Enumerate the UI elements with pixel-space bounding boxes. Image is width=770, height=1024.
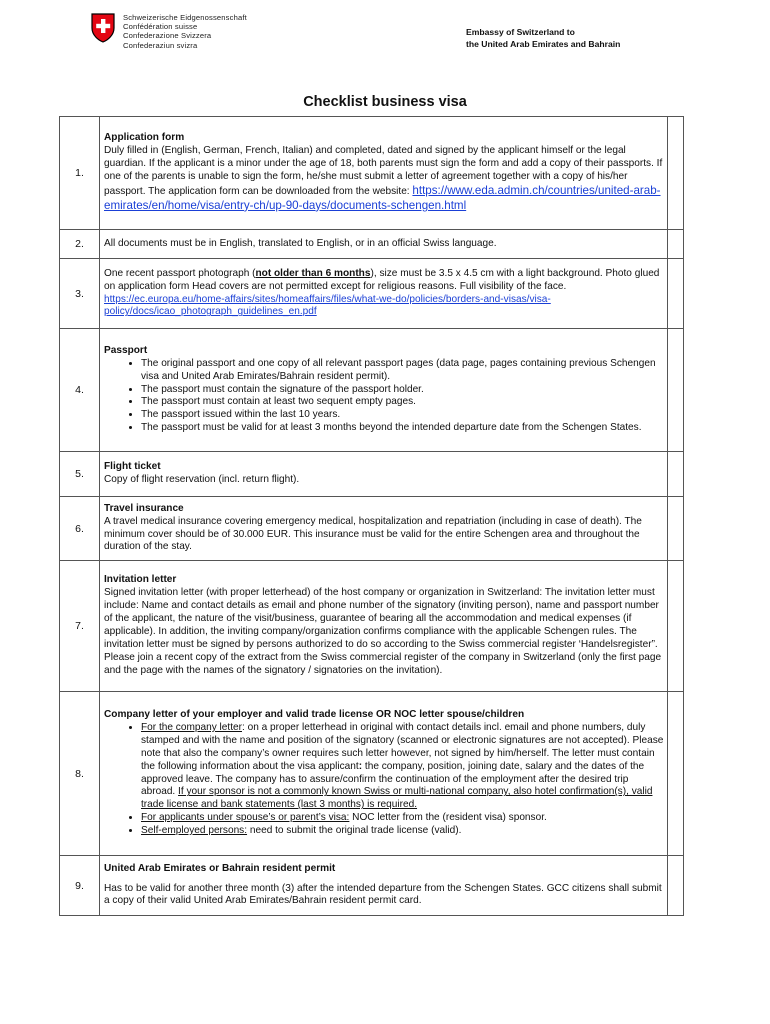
row-heading: Application form (104, 132, 185, 144)
row-content (100, 329, 668, 452)
table-row (60, 452, 684, 497)
row-text: NOC letter from the (resident visa) sponsor. (349, 812, 547, 824)
row-number: 3. (60, 259, 100, 329)
checklist-table (59, 116, 684, 916)
row-content (100, 561, 668, 692)
row-text: Duly filled in (English, German, French, Italian) and completed, dated and signed by the applicant himself or the legal guardian. If the applicant is a minor under the age of 18, both parents must sign the form and add a copy of their passports. If one of the parents is unable to sign the form, he/she must submit a letter of agreement together with a copy of his/her passport. The application form can be downloaded from the website: (104, 145, 663, 197)
row-number: 5. (60, 452, 100, 497)
list-item: • The passport must contain at least two sequent empty pages. (141, 396, 664, 409)
photo-guidelines-link[interactable]: https://ec.europa.eu/home-affairs/sites/homeaffairs/files/what-we-do/policies/borders-and-visas/visa-policy/docs/icao_photograph_guidelines_en.pdf (104, 293, 551, 318)
embassy-heading (466, 26, 620, 50)
row-text: Signed invitation letter (with proper letterhead) of the host company or organization in Switzerland: The invitation letter must include: Name and contact details as email and phone number of the signatory (inviting person), name and passport number of the applicant, the nature of the visit/business, guarantee of bearing all the accommodation and medical expenses (if applicable). In addition, the inviting company/organization confirms compliance with the applicable Schengen rules. The invitation letter must be signed by persons authorized to do so according to the Swiss commercial register ‘Handelsregister”. Please join a recent copy of the extract from the Swiss commercial register of the company in Switzerland (only the first page and the page with the names of the signatory / signatories on the invitation). (104, 587, 662, 676)
self-employed-label: Self-employed persons: (141, 825, 248, 837)
row-heading: Travel insurance (104, 502, 184, 514)
list-item: • The passport issued within the last 10 years. (141, 409, 664, 422)
row-content (100, 259, 668, 329)
row-content (100, 692, 668, 856)
check-cell (668, 230, 684, 259)
table-row (60, 329, 684, 452)
row-number: 9. (60, 856, 100, 916)
table-row (60, 561, 684, 692)
table-row (60, 117, 684, 230)
row-text: Has to be valid for another three month (3) after the intended departure from the Schengen States. GCC citizens shall submit a copy of their valid United Arab Emirates/Bahrain resident permit card. (104, 882, 662, 907)
company-letter-list (104, 722, 664, 838)
table-row (60, 692, 684, 856)
list-item: • The passport must contain the signature of the passport holder. (141, 384, 664, 397)
list-item (141, 722, 664, 812)
list-item: • The original passport and one copy of all relevant passport pages (data page, pages containing previous Schengen visa and United Arab Emirates/Bahrain resident permit). (141, 358, 664, 384)
sponsor-requirement: If your sponsor is not a commonly known Swiss or multi-national company, also hotel confirmation(s), valid trade license and bank statements (last 3 months) is required. (141, 786, 653, 811)
page-title: Checklist business visa (303, 94, 467, 110)
confed-line-rm: Confederaziun svizra (123, 40, 198, 50)
row-heading: Flight ticket (104, 461, 161, 473)
table-row (60, 497, 684, 561)
row-text: All documents must be in English, translated to English, or in an official Swiss language. (104, 237, 497, 249)
check-cell (668, 856, 684, 916)
check-cell (668, 259, 684, 329)
row-content (100, 856, 668, 916)
embassy-line-1: Embassy of Switzerland to (466, 27, 575, 37)
row-heading: United Arab Emirates or Bahrain resident permit (104, 862, 336, 874)
row-number: 2. (60, 230, 100, 259)
row-heading: Invitation letter (104, 574, 177, 586)
embassy-line-2: the United Arab Emirates and Bahrain (466, 39, 621, 49)
row-text: A travel medical insurance covering emergency medical, hospitalization and repatriation (including in case of death). The minimum cover should be of 30.000 EUR. This insurance must be valid for the entire Schengen area and throughout the duration of the stay. (104, 515, 642, 553)
company-letter-label: For the company letter (141, 721, 242, 733)
row-content (100, 452, 668, 497)
row-text: need to submit the original trade license (valid). (247, 825, 462, 837)
passport-requirements-list (104, 358, 664, 435)
row-heading: Passport (104, 344, 148, 356)
row-number: 6. (60, 497, 100, 561)
list-item (141, 825, 664, 838)
list-item (141, 812, 664, 825)
confed-line-fr: Confédération suisse (123, 22, 198, 32)
row-content (100, 497, 668, 561)
spacer (104, 876, 664, 883)
row-content (100, 117, 668, 230)
colon: : (358, 760, 363, 772)
check-cell (668, 329, 684, 452)
row-number: 7. (60, 561, 100, 692)
swiss-confederation-logo (90, 13, 247, 50)
row-text: Copy of flight reservation (incl. return flight). (104, 474, 300, 485)
check-cell (668, 561, 684, 692)
row-text: One recent passport photograph ( (104, 267, 256, 279)
list-item: • The passport must be valid for at least 3 months beyond the intended departure date from the Schengen States. (141, 422, 664, 435)
check-cell (668, 117, 684, 230)
table-row (60, 259, 684, 329)
row-heading: Company letter of your employer and valid trade license OR NOC letter spouse/children (104, 708, 525, 720)
row-text: ), size must be 3.5 x 4.5 cm with a light background. Photo glued on application form Head covers are not permitted except for religious reasons. Full visibility of the face. (104, 267, 660, 292)
check-cell (668, 692, 684, 856)
swiss-shield-icon (90, 13, 116, 43)
row-number: 1. (60, 117, 100, 230)
confed-line-it: Confederazione Svizzera (123, 31, 212, 41)
table-row (60, 230, 684, 259)
application-form-link[interactable]: https://www.eda.admin.ch/countries/united-arab-emirates/en/home/visa/entry-ch/up-90-days/documents-schengen.html (104, 183, 661, 212)
confederation-names (123, 13, 247, 50)
check-cell (668, 497, 684, 561)
table-row (60, 856, 684, 916)
photo-age-requirement: not older than 6 months (255, 267, 371, 279)
row-text: the company, position, joining date, salary and the dates of the approved leave. The company has to assure/confirm the continuation of the employment after the desired trip abroad. (141, 760, 645, 798)
row-number: 4. (60, 329, 100, 452)
check-cell (668, 452, 684, 497)
row-text: : on a proper letterhead in original with contact details incl. email and phone numbers, duly stamped and with the name and position of the signatory (scanned or electronic signatures are not accepted). Please note that also the company’s owner requires such letter however, not signed by him/herself. The letter must contain the following information about the visa applicant (141, 721, 664, 772)
confed-line-de: Schweizerische Eidgenossenschaft (123, 13, 247, 22)
spouse-parent-label: For applicants under spouse’s or parent’s visa: (141, 812, 350, 824)
row-content (100, 230, 668, 259)
row-number: 8. (60, 692, 100, 856)
